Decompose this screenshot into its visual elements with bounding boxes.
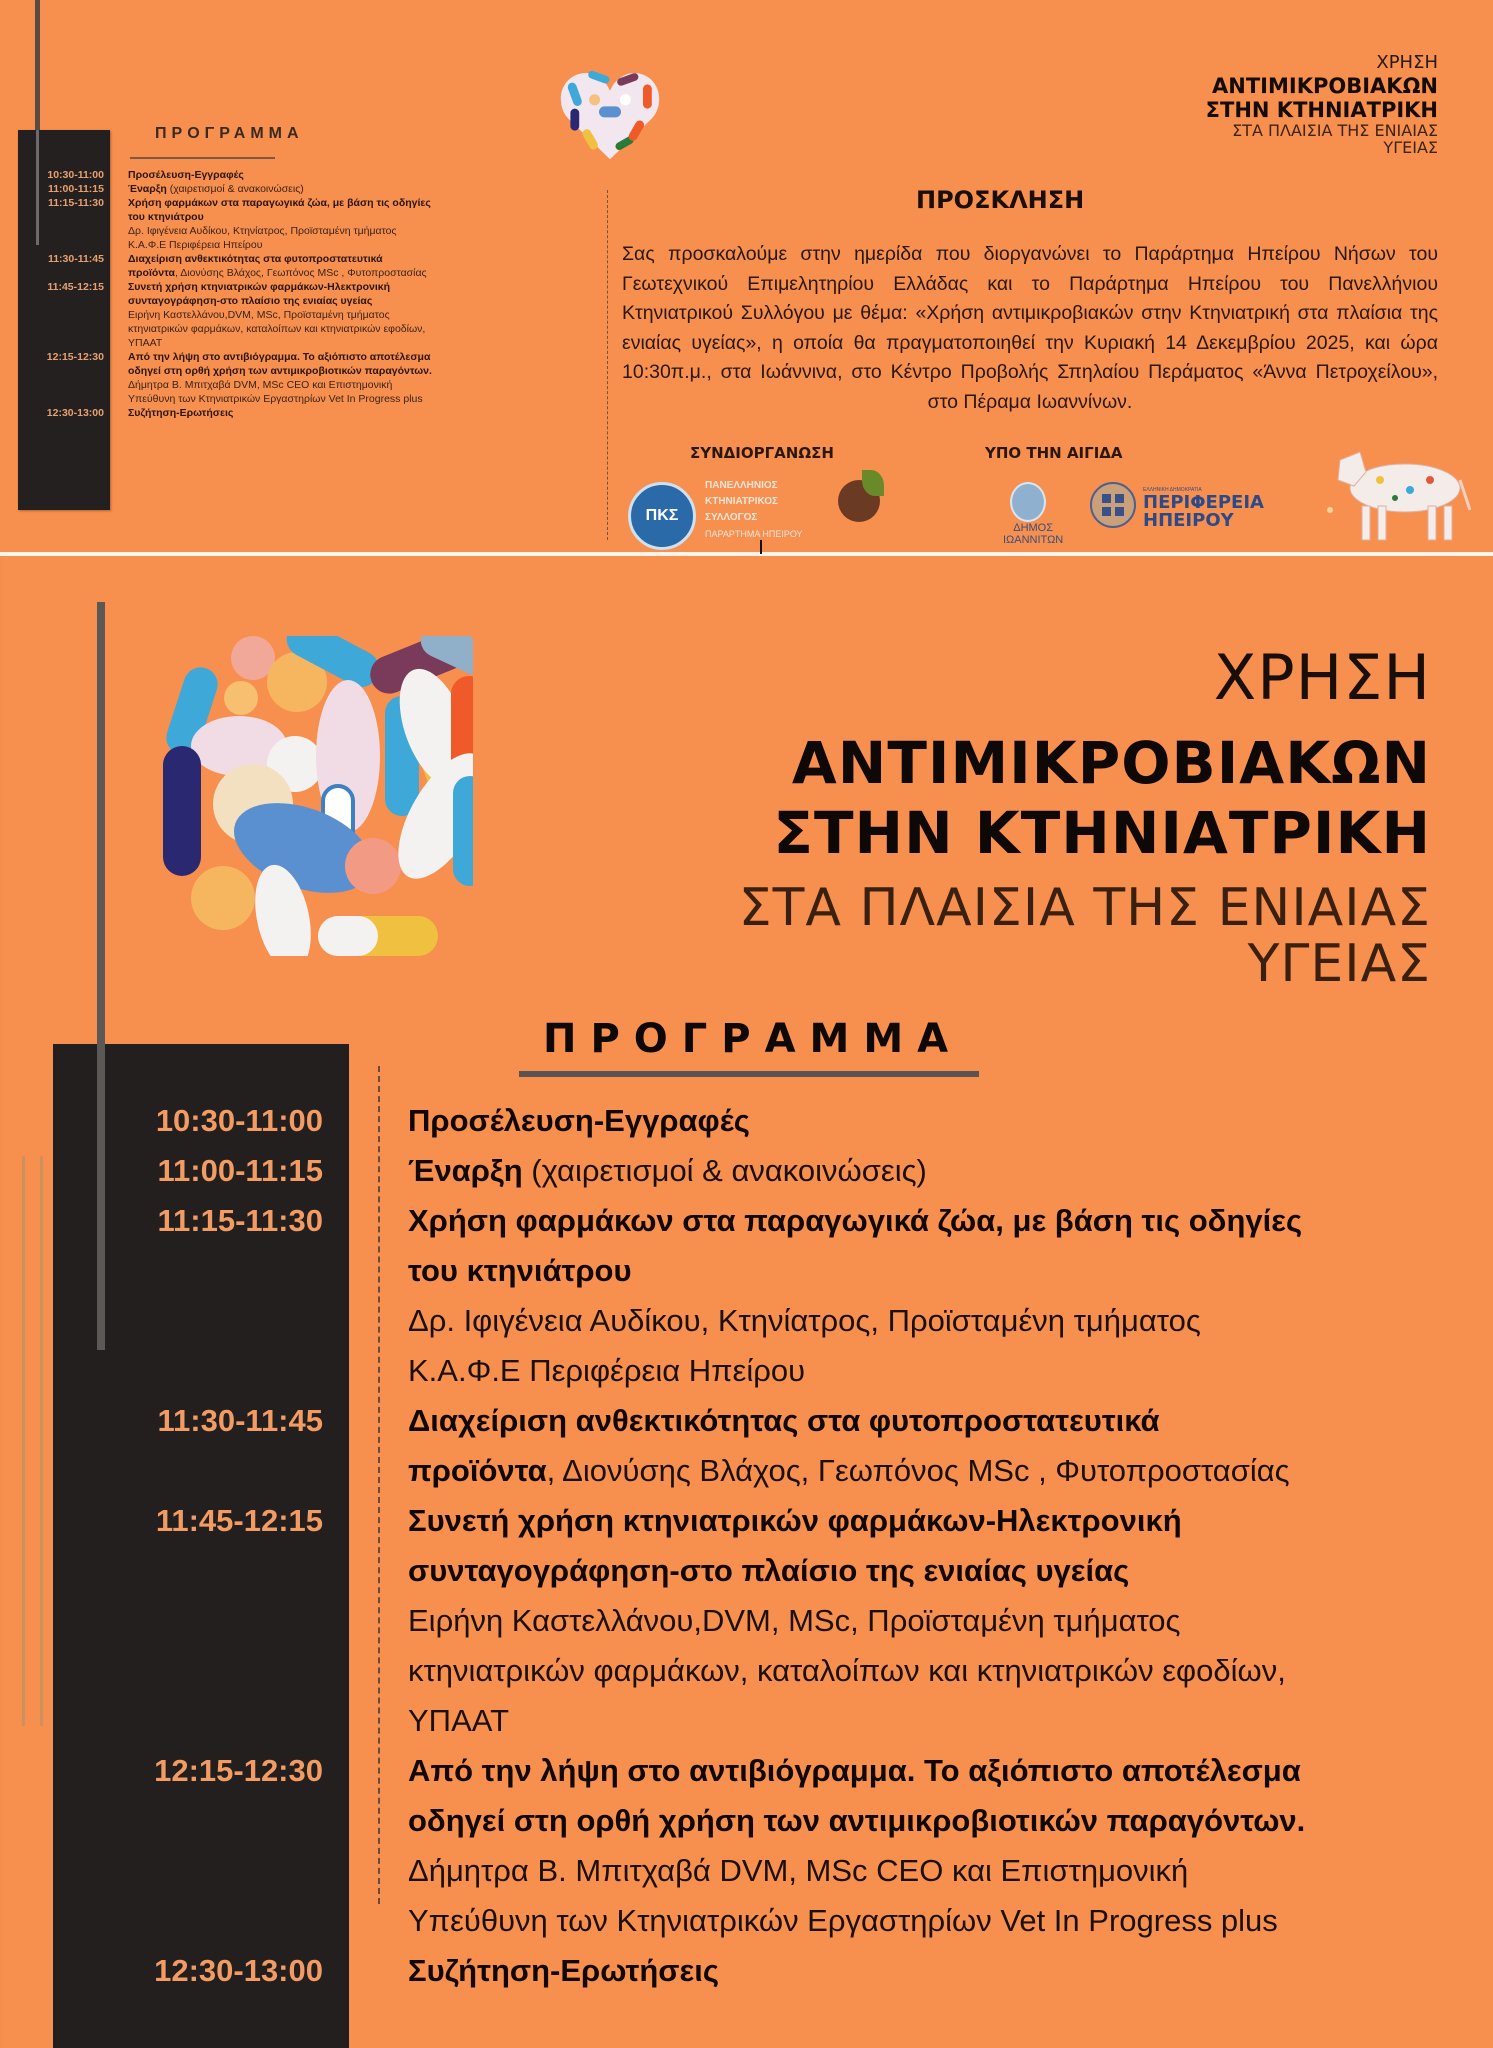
schedule-content [323,1496,1493,1746]
schedule-list-small [0,168,560,420]
session-title: Χρήση φαρμάκων στα παραγωγικά ζώα, με βάση τις οδηγίες [408,1203,1303,1238]
speaker: , Διονύσης Βλάχος, Γεωπόνος MSc , Φυτοπροστασίας [546,1453,1290,1488]
schedule-row [3,1946,1493,1996]
speaker: Ειρήνη Καστελλάνου,DVM, MSc, Προϊσταμένη τμήματος [128,309,390,321]
schedule-time: 10:30-11:00 [155,1103,323,1138]
schedule-time: 11:45-12:15 [155,1503,323,1538]
speaker: Δρ. Ιφιγένεια Αυδίκου, Κτηνίατρος, Προϊσταμένη τμήματος [128,225,397,237]
schedule-row [3,1496,1493,1746]
program-panel [3,556,1493,2048]
invitation-heading: ΠΡΟΣΚΛΗΣΗ [916,186,1085,214]
title-line: ΥΓΕΙΑΣ [1247,934,1431,994]
pks-name [705,478,803,542]
schedule-time: 11:30-11:45 [47,253,104,265]
session-title: προϊόντα [128,267,175,279]
dashed-divider [607,190,608,540]
schedule-time: 12:15-12:30 [46,351,104,363]
schedule-content [128,252,427,280]
pill-heart-icon [555,58,665,168]
schedule-row [3,1396,1493,1496]
session-title: Έναρξη [128,183,167,195]
logo-text: ΠΕΡΙΦΕΡΕΙΑ [1143,492,1264,513]
pill-cow-icon [1310,440,1485,550]
speaker: Υπεύθυνη των Κτηνιατρικών Εργαστηρίων Vet In Progress plus [408,1903,1278,1938]
title-line: ΣΤΑ ΠΛΑΙΣΙΑ ΤΗΣ ΕΝΙΑΙΑΣ [738,878,1431,938]
schedule-list [3,1096,1493,1996]
schedule-content [323,1396,1493,1496]
session-title: οδηγεί στη ορθή χρήση των αντιμικροβιοτικών παραγόντων. [128,365,432,377]
speaker: Κ.Α.Φ.Ε Περιφέρεια Ηπείρου [408,1353,806,1388]
session-title: συνταγογράφηση-στο πλαίσιο της ενιαίας υγείας [128,295,373,307]
speaker: , Διονύσης Βλάχος, Γεωπόνος MSc , Φυτοπροστασίας [174,267,427,279]
perifereia-name [1143,494,1264,530]
logo-text: ΕΛΛΗΝΙΚΗ ΔΗΜΟΚΡΑΤΙΑ [1143,487,1202,493]
schedule-time: 12:30-13:00 [154,1953,323,1988]
pks-logo [628,482,696,550]
invitation-text: Σας προσκαλούμε στην ημερίδα που διοργανώνει το Παράρτημα Ηπείρου Νήσων του Γεωτεχνικού Επιμελητηρίου Ελλάδας και το Παράρτημα Ηπείρου του Πανελλήνιου Κτηνιατρικού Συλλόγου με θέμα: «Χρήση αντιμικροβιακών στην Κτηνιατρική στα πλαίσια της ενιαίας υγείας», η οποία θα πραγματοποιηθεί την Κυριακή 14 Δεκεμβρίου 2025, και ώρα 10:30π.μ., στα Ιωάννινα, στο Κέντρο Προβολής Σπηλαίου Περάματος «Άννα Πετροχείλου», στο Πέραμα Ιωαννίνων. [622,243,1438,413]
speaker: Δήμητρα Β. Μπιτχαβά DVM, MSc CEO και Επιστημονική [408,1853,1189,1888]
schedule-content [323,1096,1493,1146]
schedule-time: 10:30-11:00 [47,169,104,181]
title-line: ΣΤΗΝ ΚΤΗΝΙΑΤΡΙΚΗ [773,799,1431,867]
session-title: προϊόντα [408,1453,547,1488]
session-title: Από την λήψη στο αντιβιόγραμμα. Το αξιόπιστο αποτέλεσμα [128,351,431,363]
pill-heart-icon [163,636,473,956]
session-title: οδηγεί στη ορθή χρήση των αντιμικροβιοτικών παραγόντων. [408,1803,1306,1838]
title-line: ΥΓΕΙΑΣ [1383,138,1438,157]
schedule-row [3,1196,1493,1396]
schedule-time: 11:00-11:15 [47,183,104,195]
speaker: ΥΠΑΑΤ [128,337,163,349]
schedule-row [3,1096,1493,1146]
session-title: του κτηνιάτρου [128,211,204,223]
logo-text: ΚΤΗΝΙΑΤΡΙΚΟΣ [705,496,779,507]
title-line: ΣΤΗΝ ΚΤΗΝΙΑΤΡΙΚΗ [1205,98,1438,122]
sponsor-logos [610,440,1490,550]
session-title: Έναρξη [408,1153,523,1188]
logo-text: ΙΩΑΝΝΙΤΩΝ [1003,534,1064,546]
schedule-row [3,1746,1493,1946]
speaker: κτηνιατρικών φαρμάκων, καταλοίπων και κτηνιατρικών εφοδίων, [408,1653,1286,1688]
dimos-ioanniton-logo [1010,482,1046,522]
schedule-time: 11:00-11:15 [157,1153,323,1188]
program-underline-small [130,157,275,159]
schedule-time: 11:45-12:15 [47,281,104,293]
session-title: Συνετή χρήση κτηνιατρικών φαρμάκων-Ηλεκτρονική [128,281,391,293]
program-heading: ΠΡΟΓΡΑΜΜΑ [543,1016,963,1062]
schedule-content [323,1746,1493,1946]
session-title: Συζήτηση-Ερωτήσεις [408,1953,719,1988]
session-title: Από την λήψη στο αντιβιόγραμμα. Το αξιόπιστο αποτέλεσμα [408,1753,1301,1788]
schedule-content [128,196,431,252]
schedule-time: 11:30-11:45 [157,1403,323,1438]
session-title: Συνετή χρήση κτηνιατρικών φαρμάκων-Ηλεκτρονική [408,1503,1182,1538]
schedule-content [323,1146,1493,1196]
logo-text: ΠΑΡΑΡΤΗΜΑ ΗΠΕΙΡΟΥ [705,529,803,539]
schedule-time: 11:15-11:30 [157,1203,323,1238]
auspices-label: ΥΠΟ ΤΗΝ ΑΙΓΙΔΑ [985,444,1123,462]
speaker: Ειρήνη Καστελλάνου,DVM, MSc, Προϊσταμένη τμήματος [408,1603,1181,1638]
schedule-row [0,182,560,196]
session-title: Συζήτηση-Ερωτήσεις [128,407,234,419]
event-title-small [1206,52,1438,156]
logo-text: ΔΗΜΟΣ [1013,522,1054,534]
logo-text: ΗΠΕΙΡΟΥ [1143,510,1234,531]
invitation-panel [0,0,1493,552]
schedule-time: 11:15-11:30 [47,197,104,209]
title-line: ΑΝΤΙΜΙΚΡΟΒΙΑΚΩΝ [791,729,1431,797]
speaker: Δήμητρα Β. Μπιτχαβά DVM, MSc CEO και Επιστημονική [128,379,393,391]
program-heading-small: ΠΡΟΓΡΑΜΜΑ [155,125,304,142]
schedule-row [0,168,560,182]
divider-tick [760,540,762,554]
session-title: Διαχείριση ανθεκτικότητας στα φυτοπροστατευτικά [408,1403,1160,1438]
session-title: Προσέλευση-Εγγραφές [408,1103,750,1138]
co-organization-label: ΣΥΝΔΙΟΡΓΑΝΩΣΗ [690,444,834,462]
schedule-content [323,1946,1493,1996]
session-title: Διαχείριση ανθεκτικότητας στα φυτοπροστατευτικά [128,253,383,265]
event-title [739,638,1431,992]
schedule-row [0,406,560,420]
title-line: ΣΤΑ ΠΛΑΙΣΙΑ ΤΗΣ ΕΝΙΑΙΑΣ [1232,121,1438,140]
perifereia-emblem-icon [1090,482,1136,528]
speaker: ΥΠΑΑΤ [408,1703,510,1738]
schedule-time: 12:30-13:00 [46,407,104,419]
session-note: (χαιρετισμοί & ανακοινώσεις) [166,183,304,195]
session-title: συνταγογράφηση-στο πλαίσιο της ενιαίας υγείας [408,1553,1130,1588]
schedule-row [0,252,560,280]
schedule-content [128,280,425,350]
schedule-row [0,350,560,406]
logo-text: ΠΑΝΕΛΛΗΝΙΟΣ [705,480,778,491]
schedule-row [0,280,560,350]
schedule-time: 12:15-12:30 [154,1753,323,1788]
schedule-content [323,1196,1493,1396]
schedule-row [0,196,560,252]
speaker: Δρ. Ιφιγένεια Αυδίκου, Κτηνίατρος, Προϊσταμένη τμήματος [408,1303,1201,1338]
title-line: ΑΝΤΙΜΙΚΡΟΒΙΑΚΩΝ [1212,74,1438,98]
speaker: Κ.Α.Φ.Ε Περιφέρεια Ηπείρου [128,239,263,251]
session-title: Προσέλευση-Εγγραφές [128,169,244,181]
session-title: του κτηνιάτρου [408,1253,632,1288]
pks-mark: ΠΚΣ [645,507,679,524]
schedule-content [128,350,432,406]
title-line: ΧΡΗΣΗ [1213,641,1431,714]
schedule-content [128,406,233,420]
schedule-content [128,168,244,182]
schedule-row [3,1146,1493,1196]
dimos-name [1003,522,1063,546]
logo-text: ΣΥΛΛΟΓΟΣ [705,512,758,523]
schedule-content [128,182,304,196]
session-title: Χρήση φαρμάκων στα παραγωγικά ζώα, με βάση τις οδηγίες [128,197,431,209]
speaker: Υπεύθυνη των Κτηνιατρικών Εργαστηρίων Vet In Progress plus [128,393,423,405]
speaker: κτηνιατρικών φαρμάκων, καταλοίπων και κτηνιατρικών εφοδίων, [128,323,426,335]
program-underline [519,1071,979,1077]
session-note: (χαιρετισμοί & ανακοινώσεις) [522,1153,927,1188]
title-line: ΧΡΗΣΗ [1376,52,1438,73]
